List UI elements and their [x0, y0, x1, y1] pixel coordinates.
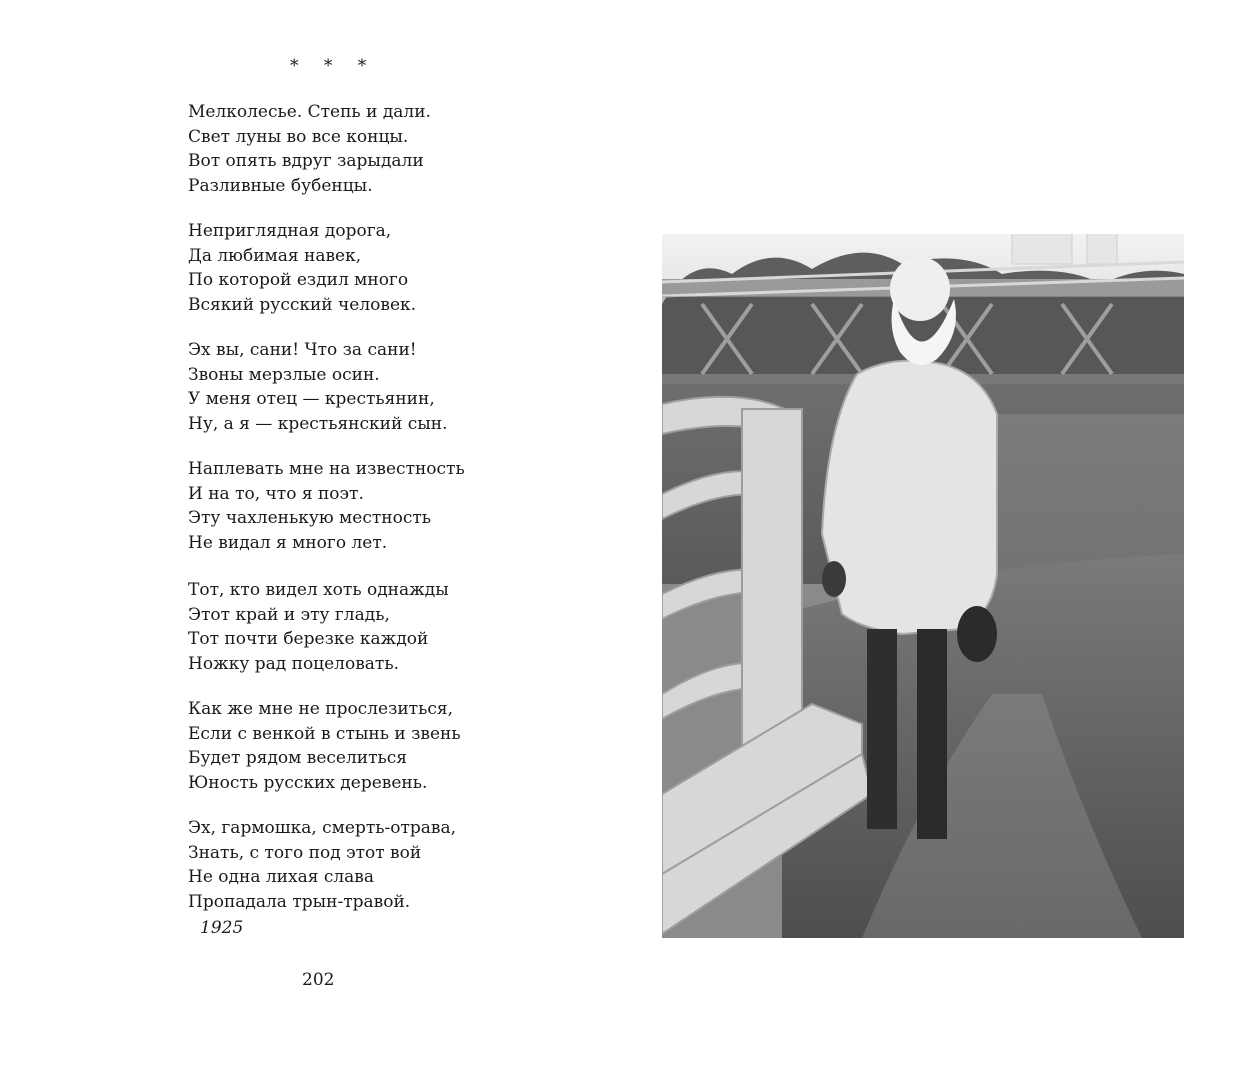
poem-line: И на то, что я поэт. [188, 483, 364, 504]
poem-line: Всякий русский человек. [188, 294, 417, 315]
poem-line: Не видал я много лет. [188, 532, 388, 553]
poem-line: У меня отец — крестьянин, [188, 389, 435, 409]
poem-line: Этот край и эту гладь, [188, 604, 390, 625]
stanza-7 [188, 816, 488, 914]
poem-line: Тот, кто видел хоть однажды [188, 580, 449, 600]
poem-line: Не одна лихая слава [188, 867, 375, 887]
poem-ornament: * * * [290, 56, 377, 76]
poem-line: Звоны мерзлые осин. [188, 364, 380, 385]
poem-line: Вот опять вдруг зарыдали [188, 151, 424, 171]
poem-line: Эту чахленькую местность [188, 508, 432, 528]
archival-photograph [662, 234, 1184, 938]
poem-line: Тот почти березке каждой [188, 629, 429, 649]
poem-line: Разливные бубенцы. [188, 175, 373, 196]
poem-line: Мелколесье. Степь и дали. [188, 102, 431, 122]
stanza-5 [188, 578, 488, 676]
poem-line: Знать, с того под этот вой [188, 842, 422, 863]
stanza-1 [188, 100, 488, 198]
stanza-3 [188, 338, 488, 436]
poem-line: По которой ездил много [188, 270, 409, 290]
poem-line: Эх вы, сани! Что за сани! [188, 340, 417, 360]
poem-line: Если с венкой в стынь и звень [188, 723, 461, 744]
poem-year: 1925 [200, 918, 244, 938]
poem-line: Эх, гармошка, смерть-отрава, [188, 818, 457, 838]
stanza-4 [188, 457, 488, 555]
poem-line: Как же мне не прослезиться, [188, 699, 453, 719]
poem-line: Ну, а я — крестьянский сын. [188, 413, 448, 434]
stanza-2 [188, 219, 488, 317]
poem-line: Да любимая навек, [188, 245, 362, 266]
poem-line: Будет рядом веселиться [188, 748, 408, 768]
poem-line: Наплевать мне на известность [188, 459, 465, 479]
poem-line: Неприглядная дорога, [188, 221, 392, 241]
page-number: 202 [302, 970, 335, 990]
poem-line: Юность русских деревень. [188, 772, 428, 793]
poem-line: Пропадала трын-травой. [188, 891, 411, 912]
poem-line: Свет луны во все концы. [188, 126, 409, 147]
stanza-6 [188, 697, 488, 795]
poem-line: Ножку рад поцеловать. [188, 653, 399, 674]
